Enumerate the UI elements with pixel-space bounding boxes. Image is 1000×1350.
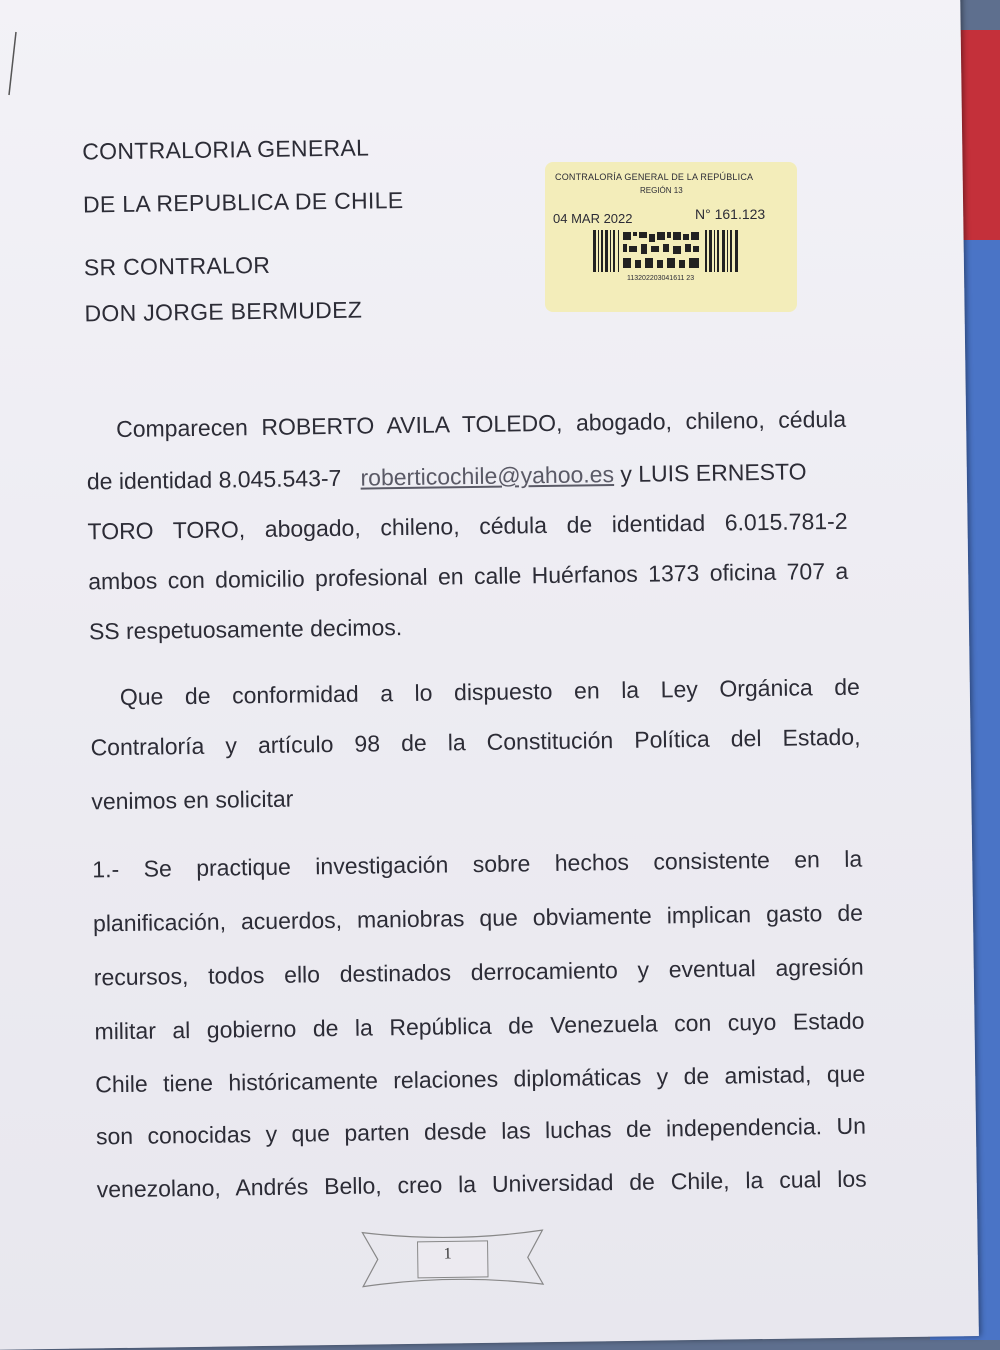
addressee-line-3: SR CONTRALOR [83,251,271,281]
body-line: TORO TORO, abogado, chileno, cédula de identidad 6.015.781-2 [87,507,848,545]
body-line: SS respetuosamente decimos. [88,614,403,645]
addressee-line-2: DE LA REPUBLICA DE CHILE [82,186,404,218]
page-number-ornament-icon [357,1222,548,1295]
reception-stamp [545,162,797,312]
stamp-title: CONTRALORÍA GENERAL DE LA REPÚBLICA [555,172,754,182]
body-line: ambos con domicilio profesional en calle Huérfanos 1373 oficina 707 a [88,557,849,595]
stamp-date: 04 MAR 2022 [553,211,633,226]
addressee-line-1: CONTRALORIA GENERAL [82,134,370,165]
stamp-barcode-number: 113202203041611 23 [627,275,695,282]
email-link[interactable]: roberticochile@yahoo.es [360,461,615,491]
stamp-region: REGIÓN 13 [640,186,683,195]
body-line: Chile tiene históricamente relaciones diplomáticas y de amistad, que [95,1060,866,1098]
body-text: de identidad 8.045.543-7 [86,464,342,495]
body-line: Comparecen ROBERTO AVILA TOLEDO, abogado, chileno, cédula [115,405,847,443]
body-line: venezolano, Andrés Bello, creo la Universidad de Chile, la cual los [96,1165,867,1203]
stamp-number: N° 161.123 [695,206,766,222]
body-line: venimos en solicitar [91,785,294,815]
pen-mark-icon [6,30,20,100]
barcode-icon [593,230,743,272]
body-line: Que de conformidad a lo dispuesto en la Ley Orgánica de [119,673,860,710]
body-line: Contraloría y artículo 98 de la Constitución Política del Estado, [90,723,861,761]
body-line: planificación, acuerdos, maniobras que obviamente implican gasto de [92,899,864,937]
body-line-with-email [87,458,847,496]
body-line: son conocidas y que parten desde las luchas de independencia. Un [95,1112,867,1150]
body-line: 1.- Se practique investigación sobre hechos consistente en la [92,845,863,883]
body-line: recursos, todos ello destinados derrocamiento y eventual agresión [93,953,864,991]
addressee-line-4: DON JORGE BERMUDEZ [84,296,363,327]
body-text: y LUIS ERNESTO [620,458,807,487]
body-line: militar al gobierno de la República de Venezuela con cuyo Estado [94,1007,865,1045]
page-number: 1 [443,1245,452,1263]
